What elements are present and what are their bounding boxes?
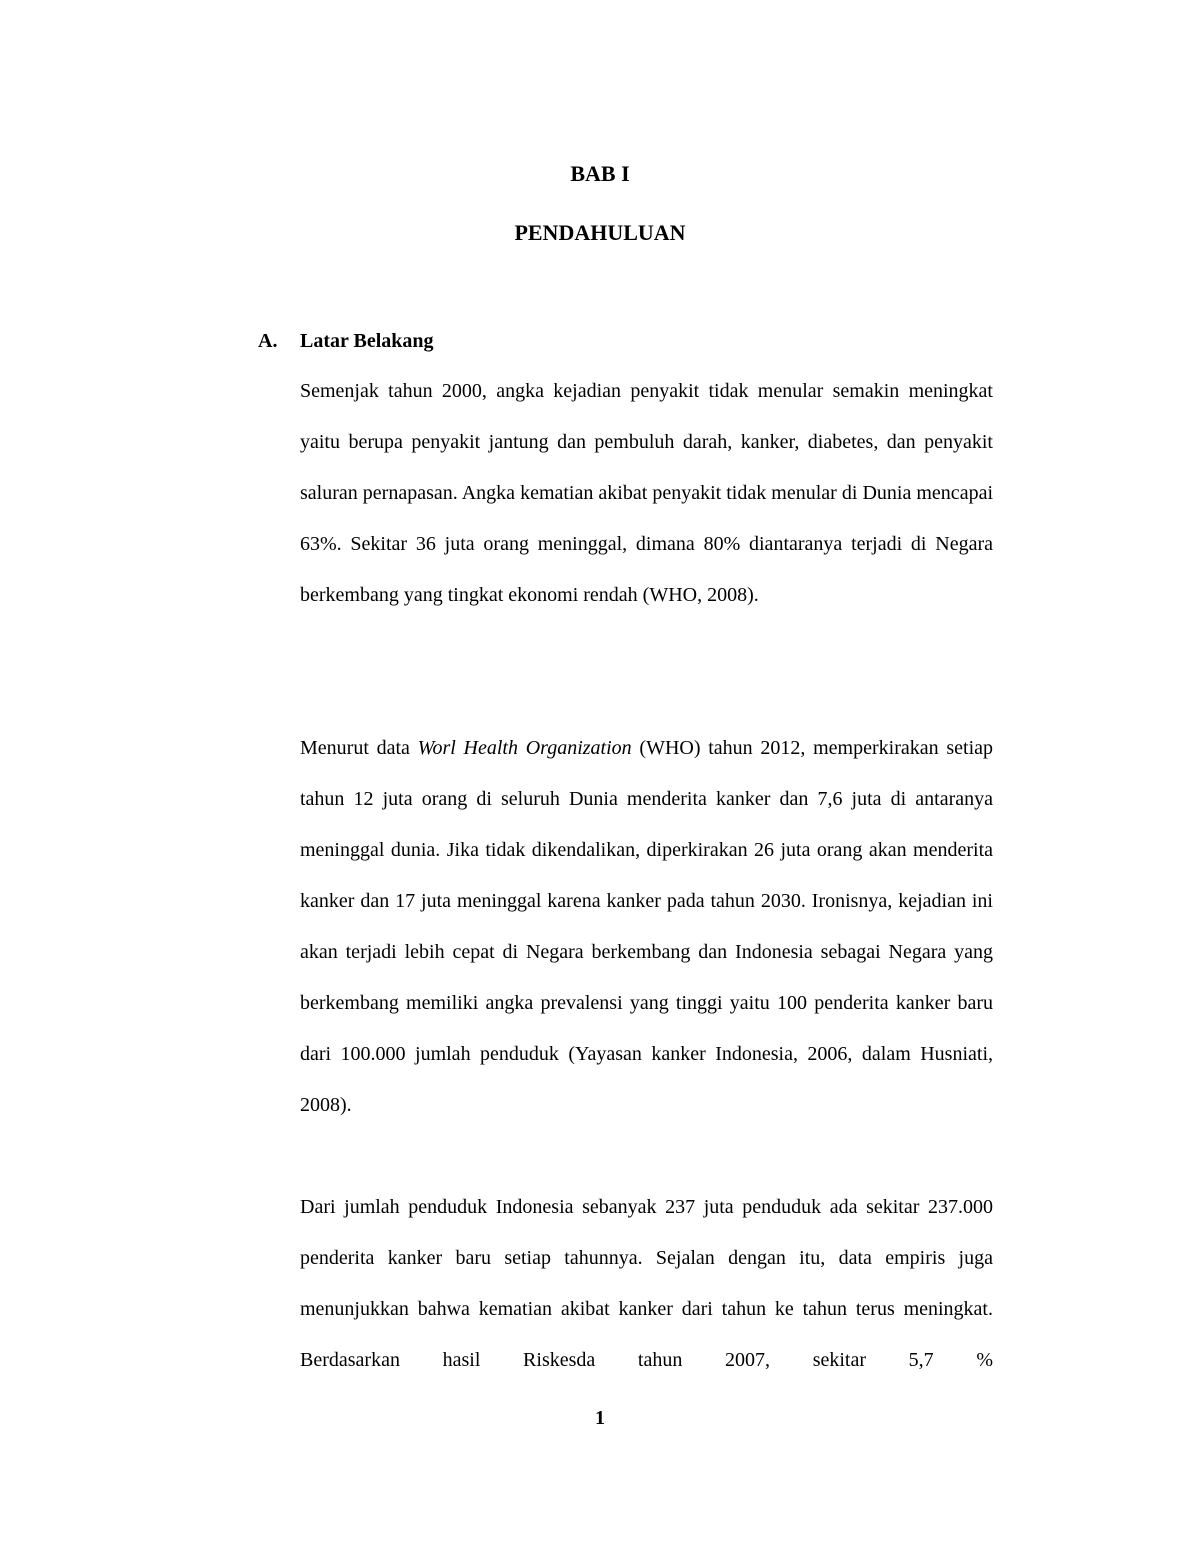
paragraph-2-lead: Menurut data [300,737,418,759]
section-heading [258,326,434,356]
section-marker: A. [258,330,278,352]
organization-name-italic: Worl Health Organization [417,737,632,759]
chapter-title: PENDAHULUAN [514,220,686,245]
page-number: 1 [595,1407,605,1429]
paragraph-1: Semenjak tahun 2000, angka kejadian penyakit tidak menular semakin meningkat yaitu berupa penyakit jantung dan pembuluh darah, kanker, diabetes, dan penyakit saluran pernapasan. Angka kematian akibat penyakit tidak menular di Dunia mencapai 63%. Sekitar 36 juta orang meninggal, dimana 80% diantaranya terjadi di Negara berkembang yang tingkat ekonomi rendah (WHO, 2008). [300,380,993,606]
chapter-number: BAB I [570,161,630,186]
section-title: Latar Belakang [300,330,434,352]
paragraph-2 [300,723,993,1131]
paragraph-3: Dari jumlah penduduk Indonesia sebanyak 237 juta penduduk ada sekitar 237.000 penderita kanker baru setiap tahunnya. Sejalan dengan itu, data empiris juga menunjukkan bahwa kematian akibat kanker dari tahun ke tahun terus meningkat. Berdasarkan hasil Riskesda tahun 2007, sekitar 5,7 % [300,1196,993,1371]
paragraph-2-body: (WHO) tahun 2012, memperkirakan setiap tahun 12 juta orang di seluruh Dunia menderita kanker dan 7,6 juta di antaranya meninggal dunia. Jika tidak dikendalikan, diperkirakan 26 juta orang akan menderita kanker dan 17 juta meninggal karena kanker pada tahun 2030. Ironisnya, kejadian ini akan terjadi lebih cepat di Negara berkembang dan Indonesia sebagai Negara yang berkembang memiliki angka prevalensi yang tinggi yaitu 100 penderita kanker baru dari 100.000 jumlah penduduk (Yayasan kanker Indonesia, 2006, dalam Husniati, 2008). [300,737,994,1116]
